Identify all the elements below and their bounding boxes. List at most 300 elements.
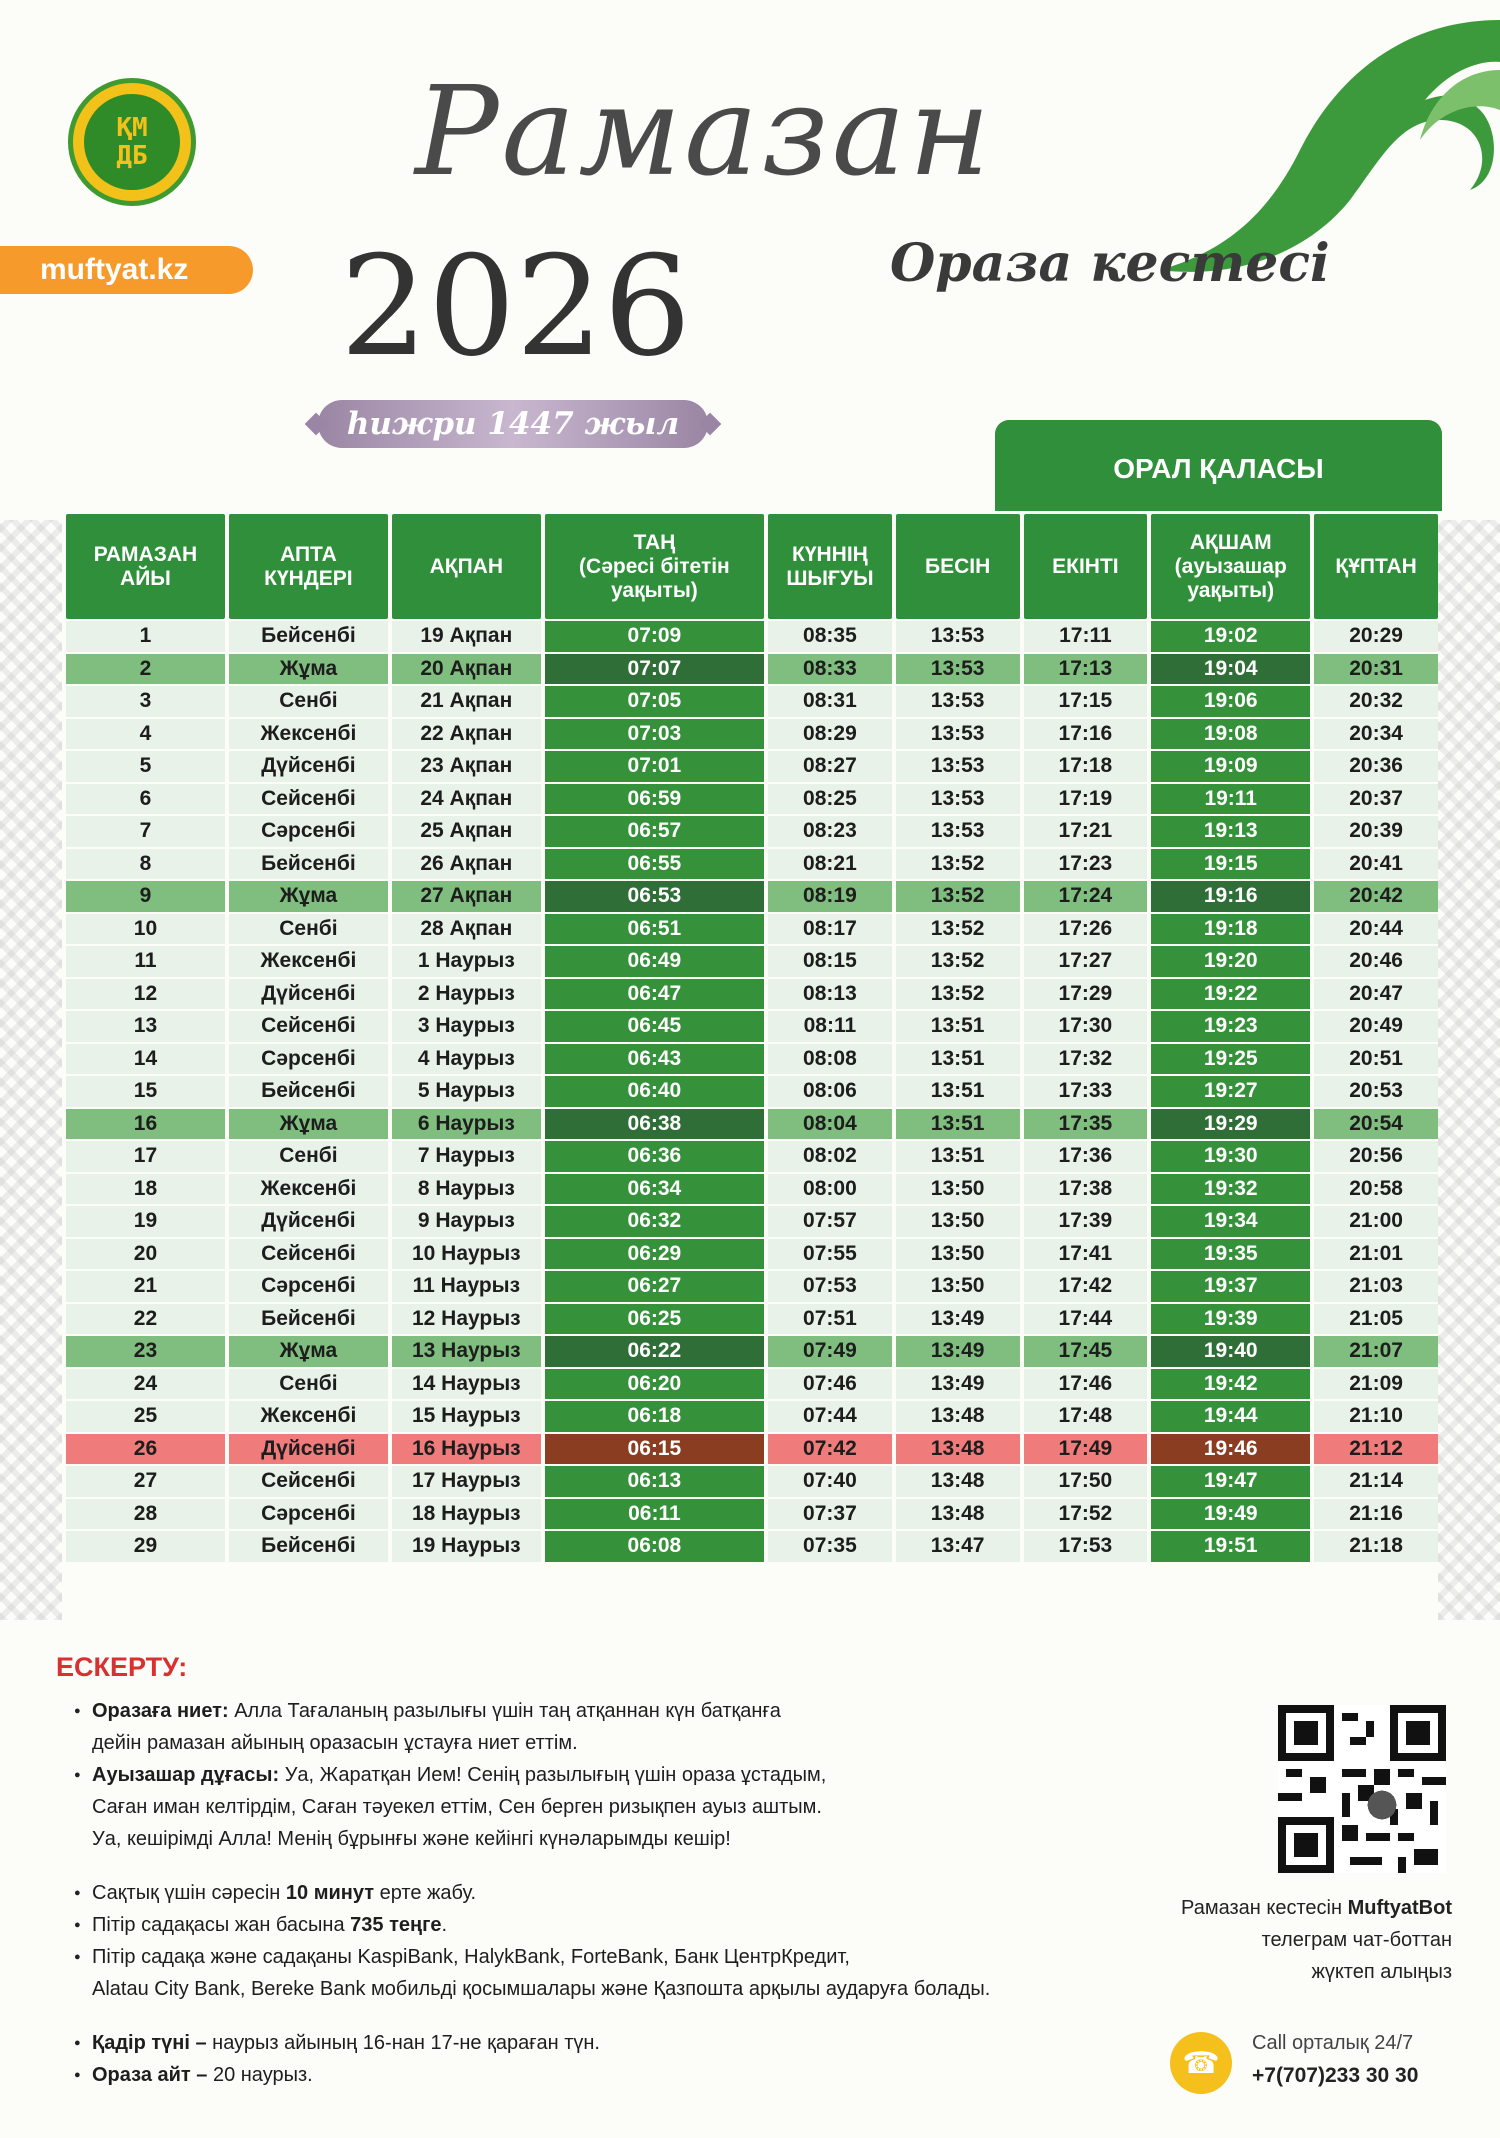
note-bold: Қадір түні – bbox=[92, 2032, 207, 2054]
cell-ramadan-day: 22 bbox=[66, 1304, 225, 1335]
cell-maghrib: 19:44 bbox=[1151, 1401, 1310, 1432]
header-isha bbox=[1314, 514, 1438, 619]
cell-fajr: 06:53 bbox=[545, 881, 764, 912]
cell-isha: 20:39 bbox=[1314, 816, 1438, 847]
note-continuation: дейін рамазан айының оразасын ұстауға ниет еттім. bbox=[92, 1732, 578, 1754]
note-text: Уа, Жаратқан Ием! Сенің разылығың үшін ораза ұстадым, bbox=[279, 1764, 827, 1786]
cell-asr: 17:11 bbox=[1024, 621, 1148, 652]
cell-asr: 17:18 bbox=[1024, 751, 1148, 782]
cell-sunrise: 08:19 bbox=[768, 881, 892, 912]
cell-sunrise: 08:29 bbox=[768, 719, 892, 750]
cell-weekday: Жұма bbox=[229, 1336, 388, 1367]
table-row bbox=[66, 816, 1438, 847]
cell-ramadan-day: 11 bbox=[66, 946, 225, 977]
cell-fajr: 06:34 bbox=[545, 1174, 764, 1205]
cell-fajr: 06:18 bbox=[545, 1401, 764, 1432]
note-text: ерте жабу. bbox=[374, 1882, 477, 1904]
table-row bbox=[66, 1206, 1438, 1237]
header-line: КҮНДЕРІ bbox=[264, 566, 353, 590]
cell-sunrise: 07:42 bbox=[768, 1434, 892, 1465]
headset-icon: ☎ bbox=[1170, 2032, 1232, 2094]
table-row bbox=[66, 686, 1438, 717]
cell-ramadan-day: 1 bbox=[66, 621, 225, 652]
note-text: Пітір садақасы жан басына bbox=[92, 1914, 351, 1936]
cell-isha: 20:41 bbox=[1314, 849, 1438, 880]
cell-dhuhr: 13:49 bbox=[896, 1336, 1020, 1367]
logo-text-top: ҚМ bbox=[116, 113, 148, 143]
cell-fajr: 06:47 bbox=[545, 979, 764, 1010]
table-row bbox=[66, 946, 1438, 977]
cell-ramadan-day: 27 bbox=[66, 1466, 225, 1497]
cell-sunrise: 07:46 bbox=[768, 1369, 892, 1400]
table-row bbox=[66, 1109, 1438, 1140]
note-bold: Ауызашар дұғасы: bbox=[92, 1764, 280, 1786]
cell-fajr: 06:38 bbox=[545, 1109, 764, 1140]
cell-maghrib: 19:25 bbox=[1151, 1044, 1310, 1075]
cell-weekday: Бейсенбі bbox=[229, 621, 388, 652]
hijri-year-ribbon: һижри 1447 жыл bbox=[318, 400, 708, 448]
table-row bbox=[66, 849, 1438, 880]
notes-section bbox=[56, 1652, 1156, 2091]
cell-ramadan-day: 7 bbox=[66, 816, 225, 847]
table-row bbox=[66, 1531, 1438, 1562]
cell-dhuhr: 13:48 bbox=[896, 1434, 1020, 1465]
header-maghrib bbox=[1151, 514, 1310, 619]
cell-weekday: Сенбі bbox=[229, 1141, 388, 1172]
table-row bbox=[66, 1499, 1438, 1530]
cell-asr: 17:16 bbox=[1024, 719, 1148, 750]
cell-asr: 17:27 bbox=[1024, 946, 1148, 977]
cell-february: 14 Наурыз bbox=[392, 1369, 541, 1400]
cell-dhuhr: 13:50 bbox=[896, 1239, 1020, 1270]
page-subtitle: Ораза кестесі bbox=[890, 233, 1330, 294]
cell-isha: 20:34 bbox=[1314, 719, 1438, 750]
cell-asr: 17:42 bbox=[1024, 1271, 1148, 1302]
cell-fajr: 07:05 bbox=[545, 686, 764, 717]
note-continuation: Уа, кешірімді Алла! Менің бұрынғы және кейінгі күнәларымды кешір! bbox=[92, 1828, 731, 1850]
cell-asr: 17:45 bbox=[1024, 1336, 1148, 1367]
table-row bbox=[66, 1401, 1438, 1432]
cell-sunrise: 07:53 bbox=[768, 1271, 892, 1302]
cell-february: 26 Ақпан bbox=[392, 849, 541, 880]
muftyat-logo bbox=[68, 78, 196, 206]
cell-asr: 17:50 bbox=[1024, 1466, 1148, 1497]
table-row bbox=[66, 1141, 1438, 1172]
cell-maghrib: 19:16 bbox=[1151, 881, 1310, 912]
cell-maghrib: 19:39 bbox=[1151, 1304, 1310, 1335]
cell-sunrise: 07:37 bbox=[768, 1499, 892, 1530]
cell-fajr: 06:45 bbox=[545, 1011, 764, 1042]
cell-dhuhr: 13:52 bbox=[896, 914, 1020, 945]
cell-fajr: 06:15 bbox=[545, 1434, 764, 1465]
cell-maghrib: 19:34 bbox=[1151, 1206, 1310, 1237]
table-body bbox=[66, 621, 1438, 1562]
cell-weekday: Сәрсенбі bbox=[229, 816, 388, 847]
note-item bbox=[56, 1909, 1156, 1941]
table-row bbox=[66, 621, 1438, 652]
cell-isha: 21:03 bbox=[1314, 1271, 1438, 1302]
page-title: Рамазан bbox=[415, 60, 994, 204]
cell-february: 13 Наурыз bbox=[392, 1336, 541, 1367]
cell-ramadan-day: 23 bbox=[66, 1336, 225, 1367]
year-title: 2026 bbox=[340, 226, 692, 387]
cell-sunrise: 08:33 bbox=[768, 654, 892, 685]
cell-asr: 17:41 bbox=[1024, 1239, 1148, 1270]
cell-isha: 21:14 bbox=[1314, 1466, 1438, 1497]
cell-weekday: Дүйсенбі bbox=[229, 751, 388, 782]
cell-dhuhr: 13:51 bbox=[896, 1109, 1020, 1140]
cell-ramadan-day: 9 bbox=[66, 881, 225, 912]
cell-isha: 20:42 bbox=[1314, 881, 1438, 912]
header-line: РАМАЗАН bbox=[93, 542, 198, 566]
cell-dhuhr: 13:51 bbox=[896, 1044, 1020, 1075]
cell-ramadan-day: 4 bbox=[66, 719, 225, 750]
cell-ramadan-day: 12 bbox=[66, 979, 225, 1010]
cell-february: 3 Наурыз bbox=[392, 1011, 541, 1042]
note-continuation: Alatau City Bank, Bereke Bank мобильді қосымшалары және Қазпошта арқылы аударуға болады. bbox=[92, 1978, 991, 2000]
cell-isha: 20:36 bbox=[1314, 751, 1438, 782]
cell-dhuhr: 13:50 bbox=[896, 1271, 1020, 1302]
cell-dhuhr: 13:48 bbox=[896, 1466, 1020, 1497]
cell-isha: 21:07 bbox=[1314, 1336, 1438, 1367]
cell-fajr: 07:03 bbox=[545, 719, 764, 750]
cell-isha: 20:56 bbox=[1314, 1141, 1438, 1172]
cell-ramadan-day: 17 bbox=[66, 1141, 225, 1172]
cell-asr: 17:23 bbox=[1024, 849, 1148, 880]
cell-fajr: 06:13 bbox=[545, 1466, 764, 1497]
table-row bbox=[66, 719, 1438, 750]
cell-maghrib: 19:40 bbox=[1151, 1336, 1310, 1367]
cell-maghrib: 19:04 bbox=[1151, 654, 1310, 685]
cell-weekday: Дүйсенбі bbox=[229, 1206, 388, 1237]
table-row bbox=[66, 784, 1438, 815]
cell-maghrib: 19:27 bbox=[1151, 1076, 1310, 1107]
cell-weekday: Бейсенбі bbox=[229, 1531, 388, 1562]
cell-asr: 17:53 bbox=[1024, 1531, 1148, 1562]
cell-asr: 17:35 bbox=[1024, 1109, 1148, 1140]
cell-february: 25 Ақпан bbox=[392, 816, 541, 847]
cell-fajr: 06:51 bbox=[545, 914, 764, 945]
cell-weekday: Дүйсенбі bbox=[229, 979, 388, 1010]
cell-ramadan-day: 29 bbox=[66, 1531, 225, 1562]
cell-february: 20 Ақпан bbox=[392, 654, 541, 685]
cell-february: 19 Наурыз bbox=[392, 1531, 541, 1562]
cell-february: 21 Ақпан bbox=[392, 686, 541, 717]
cell-sunrise: 08:27 bbox=[768, 751, 892, 782]
cell-weekday: Дүйсенбі bbox=[229, 1434, 388, 1465]
cell-isha: 20:54 bbox=[1314, 1109, 1438, 1140]
cell-maghrib: 19:29 bbox=[1151, 1109, 1310, 1140]
note-bold: Ораза айт – bbox=[92, 2064, 208, 2086]
cell-asr: 17:26 bbox=[1024, 914, 1148, 945]
header-weekday bbox=[229, 514, 388, 619]
cell-dhuhr: 13:49 bbox=[896, 1369, 1020, 1400]
table-row bbox=[66, 1044, 1438, 1075]
cell-dhuhr: 13:52 bbox=[896, 979, 1020, 1010]
cell-isha: 21:18 bbox=[1314, 1531, 1438, 1562]
cell-ramadan-day: 21 bbox=[66, 1271, 225, 1302]
cell-dhuhr: 13:51 bbox=[896, 1011, 1020, 1042]
cell-isha: 20:44 bbox=[1314, 914, 1438, 945]
note-item bbox=[56, 2027, 1156, 2059]
cell-fajr: 06:49 bbox=[545, 946, 764, 977]
cell-ramadan-day: 18 bbox=[66, 1174, 225, 1205]
note-item bbox=[56, 1695, 1156, 1759]
cell-weekday: Жексенбі bbox=[229, 719, 388, 750]
cell-weekday: Сәрсенбі bbox=[229, 1271, 388, 1302]
cell-maghrib: 19:08 bbox=[1151, 719, 1310, 750]
note-bold: 735 теңге bbox=[350, 1914, 442, 1936]
cell-sunrise: 07:51 bbox=[768, 1304, 892, 1335]
cell-weekday: Жұма bbox=[229, 881, 388, 912]
cell-fajr: 06:08 bbox=[545, 1531, 764, 1562]
cell-maghrib: 19:47 bbox=[1151, 1466, 1310, 1497]
cell-isha: 20:31 bbox=[1314, 654, 1438, 685]
cell-dhuhr: 13:50 bbox=[896, 1174, 1020, 1205]
cell-february: 11 Наурыз bbox=[392, 1271, 541, 1302]
table-row bbox=[66, 1011, 1438, 1042]
cell-weekday: Бейсенбі bbox=[229, 1304, 388, 1335]
cell-february: 2 Наурыз bbox=[392, 979, 541, 1010]
cell-asr: 17:30 bbox=[1024, 1011, 1148, 1042]
cell-february: 7 Наурыз bbox=[392, 1141, 541, 1172]
cell-maghrib: 19:06 bbox=[1151, 686, 1310, 717]
cell-february: 28 Ақпан bbox=[392, 914, 541, 945]
cell-asr: 17:44 bbox=[1024, 1304, 1148, 1335]
cell-dhuhr: 13:53 bbox=[896, 654, 1020, 685]
header-line: КҮННІҢ bbox=[792, 542, 868, 566]
qr-code[interactable] bbox=[1278, 1705, 1446, 1873]
note-item bbox=[56, 1877, 1156, 1909]
cell-maghrib: 19:11 bbox=[1151, 784, 1310, 815]
cell-february: 23 Ақпан bbox=[392, 751, 541, 782]
cell-february: 5 Наурыз bbox=[392, 1076, 541, 1107]
cell-sunrise: 08:25 bbox=[768, 784, 892, 815]
note-bold: 10 минут bbox=[285, 1882, 375, 1904]
cell-fajr: 06:36 bbox=[545, 1141, 764, 1172]
cell-sunrise: 08:17 bbox=[768, 914, 892, 945]
cell-isha: 21:10 bbox=[1314, 1401, 1438, 1432]
cell-sunrise: 08:04 bbox=[768, 1109, 892, 1140]
table-row bbox=[66, 1304, 1438, 1335]
cell-ramadan-day: 19 bbox=[66, 1206, 225, 1237]
cell-dhuhr: 13:53 bbox=[896, 621, 1020, 652]
header-line: уақыты) bbox=[1187, 578, 1275, 602]
cell-asr: 17:24 bbox=[1024, 881, 1148, 912]
telegram-bot-info bbox=[1100, 1892, 1452, 1988]
cell-asr: 17:36 bbox=[1024, 1141, 1148, 1172]
cell-asr: 17:32 bbox=[1024, 1044, 1148, 1075]
cell-ramadan-day: 10 bbox=[66, 914, 225, 945]
cell-ramadan-day: 16 bbox=[66, 1109, 225, 1140]
cell-maghrib: 19:15 bbox=[1151, 849, 1310, 880]
cell-sunrise: 08:35 bbox=[768, 621, 892, 652]
notes-title: ЕСКЕРТУ: bbox=[56, 1652, 188, 1682]
cell-february: 4 Наурыз bbox=[392, 1044, 541, 1075]
cell-ramadan-day: 8 bbox=[66, 849, 225, 880]
cell-sunrise: 08:15 bbox=[768, 946, 892, 977]
cell-isha: 21:01 bbox=[1314, 1239, 1438, 1270]
cell-maghrib: 19:42 bbox=[1151, 1369, 1310, 1400]
cell-weekday: Жұма bbox=[229, 654, 388, 685]
cell-dhuhr: 13:50 bbox=[896, 1206, 1020, 1237]
cell-february: 6 Наурыз bbox=[392, 1109, 541, 1140]
cell-fajr: 07:01 bbox=[545, 751, 764, 782]
cell-february: 16 Наурыз bbox=[392, 1434, 541, 1465]
cell-isha: 20:51 bbox=[1314, 1044, 1438, 1075]
cell-fajr: 06:32 bbox=[545, 1206, 764, 1237]
cell-asr: 17:48 bbox=[1024, 1401, 1148, 1432]
cell-february: 15 Наурыз bbox=[392, 1401, 541, 1432]
table-row bbox=[66, 1336, 1438, 1367]
table-row bbox=[66, 914, 1438, 945]
cell-isha: 20:46 bbox=[1314, 946, 1438, 977]
bot-name[interactable]: MuftyatBot bbox=[1347, 1897, 1452, 1919]
cell-maghrib: 19:13 bbox=[1151, 816, 1310, 847]
cell-maghrib: 19:51 bbox=[1151, 1531, 1310, 1562]
call-center bbox=[1170, 2030, 1460, 2100]
cell-maghrib: 19:49 bbox=[1151, 1499, 1310, 1530]
note-text: . bbox=[441, 1914, 448, 1936]
cell-dhuhr: 13:53 bbox=[896, 751, 1020, 782]
cell-sunrise: 07:40 bbox=[768, 1466, 892, 1497]
header-ramadan-day bbox=[66, 514, 225, 619]
cell-dhuhr: 13:52 bbox=[896, 946, 1020, 977]
cell-dhuhr: 13:53 bbox=[896, 719, 1020, 750]
right-ornament-border bbox=[1438, 520, 1500, 1620]
cell-asr: 17:38 bbox=[1024, 1174, 1148, 1205]
cell-maghrib: 19:23 bbox=[1151, 1011, 1310, 1042]
cell-asr: 17:39 bbox=[1024, 1206, 1148, 1237]
cell-weekday: Сейсенбі bbox=[229, 1239, 388, 1270]
bot-line-1 bbox=[1100, 1892, 1452, 1924]
cell-dhuhr: 13:51 bbox=[896, 1076, 1020, 1107]
table-header-row bbox=[66, 514, 1438, 619]
website-badge[interactable]: muftyat.kz bbox=[0, 246, 253, 294]
cell-sunrise: 07:57 bbox=[768, 1206, 892, 1237]
cell-ramadan-day: 2 bbox=[66, 654, 225, 685]
cell-asr: 17:52 bbox=[1024, 1499, 1148, 1530]
cell-fajr: 06:59 bbox=[545, 784, 764, 815]
header-fajr bbox=[545, 514, 764, 619]
cell-maghrib: 19:35 bbox=[1151, 1239, 1310, 1270]
cell-february: 10 Наурыз bbox=[392, 1239, 541, 1270]
cell-isha: 21:00 bbox=[1314, 1206, 1438, 1237]
cell-fajr: 06:22 bbox=[545, 1336, 764, 1367]
header-line: ТАҢ bbox=[633, 530, 676, 554]
cell-february: 17 Наурыз bbox=[392, 1466, 541, 1497]
table-row bbox=[66, 881, 1438, 912]
fasting-schedule-table bbox=[62, 512, 1442, 1564]
cell-fajr: 06:27 bbox=[545, 1271, 764, 1302]
cell-sunrise: 08:13 bbox=[768, 979, 892, 1010]
cell-fajr: 06:40 bbox=[545, 1076, 764, 1107]
left-ornament-border bbox=[0, 520, 62, 1620]
table-row bbox=[66, 1434, 1438, 1465]
cell-ramadan-day: 20 bbox=[66, 1239, 225, 1270]
note-bold: Оразаға ниет: bbox=[92, 1700, 229, 1722]
cell-fajr: 06:25 bbox=[545, 1304, 764, 1335]
cell-isha: 21:09 bbox=[1314, 1369, 1438, 1400]
cell-asr: 17:29 bbox=[1024, 979, 1148, 1010]
header-line: уақыты) bbox=[611, 578, 698, 602]
header-line: АҚПАН bbox=[429, 554, 504, 578]
cell-asr: 17:21 bbox=[1024, 816, 1148, 847]
cell-sunrise: 08:11 bbox=[768, 1011, 892, 1042]
note-text: Пітір садақа және садақаны KaspiBank, HalykBank, ForteBank, Банк ЦентрКредит, bbox=[92, 1946, 850, 1968]
cell-ramadan-day: 24 bbox=[66, 1369, 225, 1400]
cell-asr: 17:19 bbox=[1024, 784, 1148, 815]
cell-sunrise: 08:31 bbox=[768, 686, 892, 717]
header-line: ШЫҒУЫ bbox=[786, 566, 874, 590]
cell-february: 19 Ақпан bbox=[392, 621, 541, 652]
cell-sunrise: 08:23 bbox=[768, 816, 892, 847]
note-text: 20 наурыз. bbox=[207, 2064, 313, 2086]
note-continuation: Саған иман келтірдім, Саған тәуекел еттім, Сен берген ризықпен ауыз аштым. bbox=[92, 1796, 822, 1818]
cell-maghrib: 19:20 bbox=[1151, 946, 1310, 977]
cell-weekday: Сейсенбі bbox=[229, 1466, 388, 1497]
note-text: Сақтық үшін сәресін bbox=[92, 1882, 286, 1904]
note-item bbox=[56, 1941, 1156, 2005]
cell-fajr: 06:43 bbox=[545, 1044, 764, 1075]
call-center-phone[interactable]: +7(707)233 30 30 bbox=[1252, 2064, 1419, 2087]
cell-weekday: Сәрсенбі bbox=[229, 1499, 388, 1530]
cell-isha: 21:16 bbox=[1314, 1499, 1438, 1530]
table-row bbox=[66, 1076, 1438, 1107]
cell-ramadan-day: 28 bbox=[66, 1499, 225, 1530]
cell-dhuhr: 13:53 bbox=[896, 784, 1020, 815]
cell-maghrib: 19:22 bbox=[1151, 979, 1310, 1010]
cell-february: 12 Наурыз bbox=[392, 1304, 541, 1335]
cell-maghrib: 19:32 bbox=[1151, 1174, 1310, 1205]
table-row bbox=[66, 979, 1438, 1010]
cell-isha: 21:12 bbox=[1314, 1434, 1438, 1465]
cell-isha: 20:49 bbox=[1314, 1011, 1438, 1042]
city-label: ОРАЛ ҚАЛАСЫ bbox=[995, 420, 1442, 511]
cell-ramadan-day: 25 bbox=[66, 1401, 225, 1432]
cell-weekday: Сенбі bbox=[229, 914, 388, 945]
note-text: наурыз айының 16-нан 17-не қараған түн. bbox=[206, 2032, 600, 2054]
cell-isha: 20:29 bbox=[1314, 621, 1438, 652]
header-line: АҚШАМ bbox=[1189, 530, 1272, 554]
cell-isha: 20:53 bbox=[1314, 1076, 1438, 1107]
cell-asr: 17:49 bbox=[1024, 1434, 1148, 1465]
cell-weekday: Сенбі bbox=[229, 1369, 388, 1400]
header-line: (Сәресі бітетін bbox=[579, 554, 730, 578]
cell-dhuhr: 13:52 bbox=[896, 849, 1020, 880]
cell-weekday: Бейсенбі bbox=[229, 849, 388, 880]
header-line: ҚҰПТАН bbox=[1335, 554, 1417, 578]
cell-fajr: 06:11 bbox=[545, 1499, 764, 1530]
cell-february: 1 Наурыз bbox=[392, 946, 541, 977]
cell-sunrise: 07:35 bbox=[768, 1531, 892, 1562]
bot-line-3: жүктеп алыңыз bbox=[1311, 1961, 1452, 1983]
table-row bbox=[66, 1466, 1438, 1497]
header-sunrise bbox=[768, 514, 892, 619]
table-row bbox=[66, 1271, 1438, 1302]
cell-ramadan-day: 13 bbox=[66, 1011, 225, 1042]
cell-sunrise: 07:49 bbox=[768, 1336, 892, 1367]
cell-sunrise: 08:00 bbox=[768, 1174, 892, 1205]
cell-ramadan-day: 15 bbox=[66, 1076, 225, 1107]
cell-asr: 17:15 bbox=[1024, 686, 1148, 717]
cell-dhuhr: 13:47 bbox=[896, 1531, 1020, 1562]
cell-weekday: Сейсенбі bbox=[229, 1011, 388, 1042]
cell-weekday: Жексенбі bbox=[229, 1174, 388, 1205]
header-dhuhr bbox=[896, 514, 1020, 619]
cell-sunrise: 08:08 bbox=[768, 1044, 892, 1075]
call-center-label: Call орталық 24/7 bbox=[1252, 2032, 1414, 2054]
